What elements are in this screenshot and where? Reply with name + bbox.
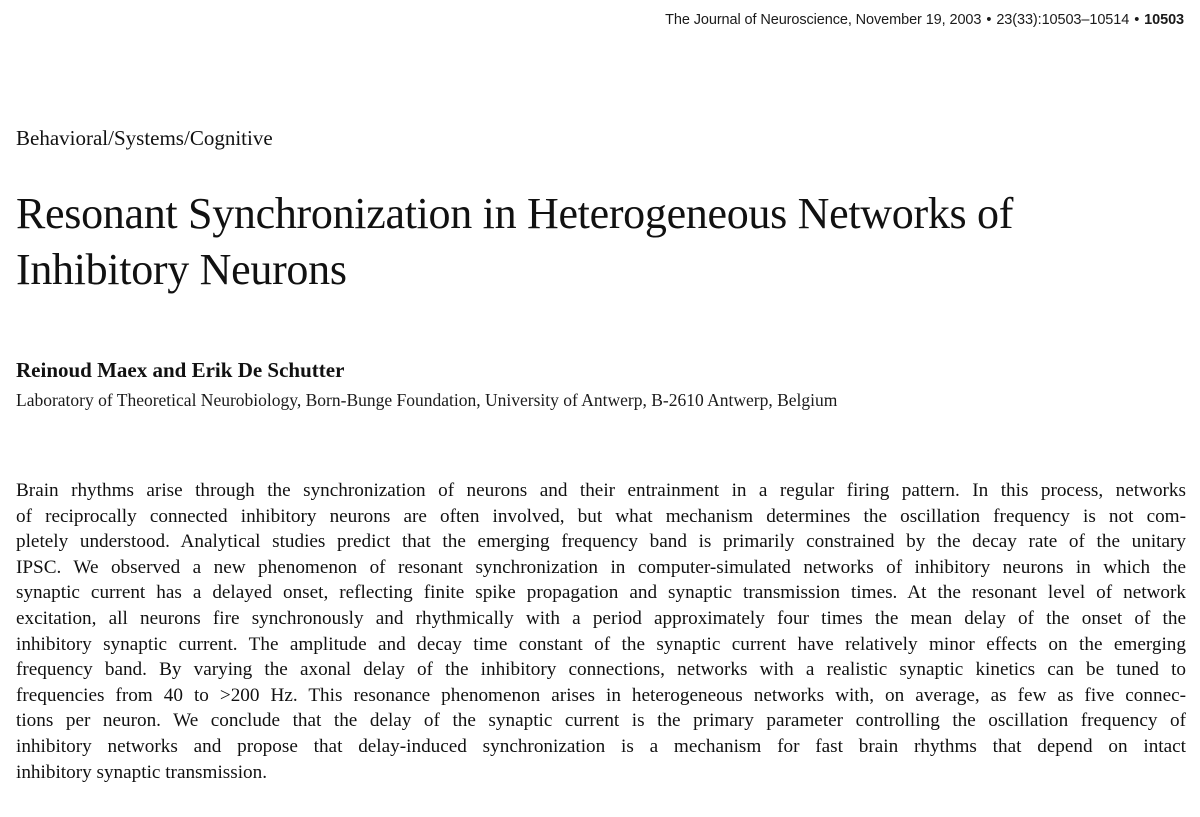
abstract-line: tions per neuron. We conclude that the delay of the synaptic current is the primary parameter controlling the oscillation frequency of bbox=[16, 710, 1186, 732]
citation: 23(33):10503–10514 bbox=[996, 12, 1130, 28]
abstract-line: inhibitory synaptic current. The amplitude and decay time constant of the synaptic current have relatively minor effects on the emerging bbox=[16, 633, 1186, 655]
abstract-line: Brain rhythms arise through the synchronization of neurons and their entrainment in a regular firing pattern. In this process, networks bbox=[16, 480, 1186, 501]
title-line: Resonant Synchronization in Heterogeneous Networks of bbox=[16, 189, 1014, 238]
abstract-line: of reciprocally connected inhibitory neurons are often involved, but what mechanism determines the oscillation frequency is not com- bbox=[16, 505, 1186, 527]
abstract-line: pletely understood. Analytical studies predict that the emerging frequency band is primarily constrained by the decay rate of the unitary bbox=[16, 531, 1186, 553]
abstract-line: frequencies from 40 to >200 Hz. This resonance phenomenon arises in heterogeneous networks with, on average, as few as five connec- bbox=[16, 684, 1186, 706]
running-head-separator: • bbox=[1134, 12, 1140, 28]
authors: Reinoud Maex and Erik De Schutter bbox=[16, 358, 345, 382]
abstract-line: inhibitory networks and propose that delay-induced synchronization is a mechanism for fast brain rhythms that depend on intact bbox=[16, 735, 1186, 757]
affiliation: Laboratory of Theoretical Neurobiology, Born-Bunge Foundation, University of Antwerp, B-2610 Antwerp, Belgium bbox=[16, 390, 838, 410]
running-head bbox=[665, 12, 1184, 28]
paper-title bbox=[16, 186, 1186, 298]
running-head-separator: • bbox=[986, 12, 992, 28]
journal-name: The Journal of Neuroscience, November 19, 2003 bbox=[665, 12, 982, 28]
abstract-line: frequency band. By varying the axonal delay of the inhibitory connections, networks with a realistic synaptic kinetics can be tuned to bbox=[16, 659, 1186, 681]
page-number: 10503 bbox=[1144, 12, 1184, 28]
abstract-line: excitation, all neurons fire synchronously and rhythmically with a period approximately four times the mean delay of the onset of the bbox=[16, 607, 1186, 629]
section-label: Behavioral/Systems/Cognitive bbox=[16, 126, 273, 150]
abstract bbox=[16, 478, 1186, 785]
title-line: Inhibitory Neurons bbox=[16, 245, 347, 294]
abstract-line: inhibitory synaptic transmission. bbox=[16, 761, 268, 783]
abstract-line: synaptic current has a delayed onset, reflecting finite spike propagation and synaptic transmission times. At the resonant level of network bbox=[16, 582, 1186, 604]
abstract-line: IPSC. We observed a new phenomenon of resonant synchronization in computer-simulated networks of inhibitory neurons in which the bbox=[16, 556, 1186, 578]
